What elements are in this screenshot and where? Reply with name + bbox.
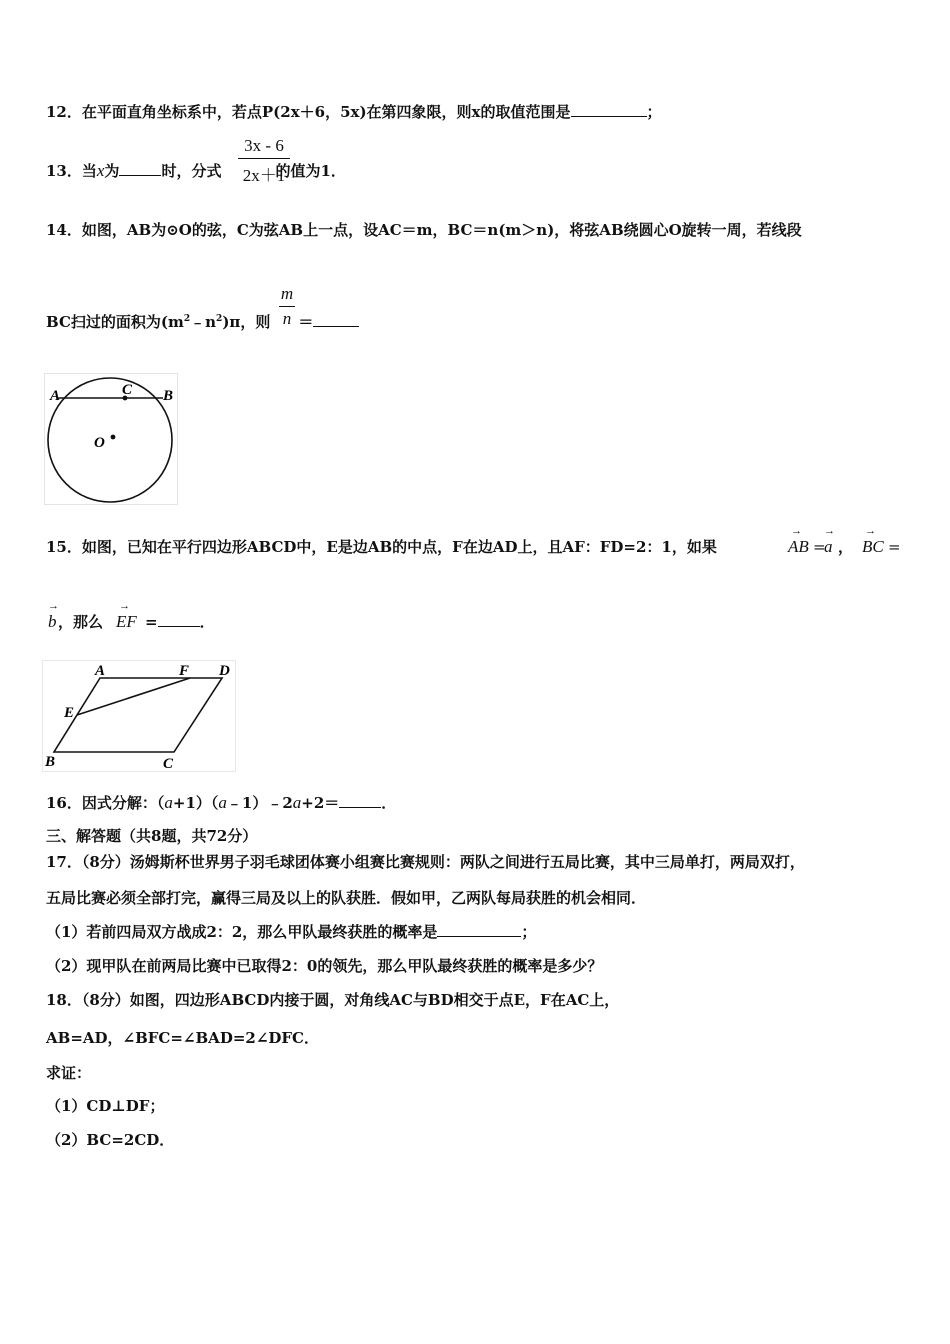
circle bbox=[48, 378, 172, 502]
q12-text: 12．在平面直角坐标系中，若点P(2x＋6，5x)在第四象限，则x的取值范围是 bbox=[46, 103, 571, 121]
question-17-part1: （1）若前四局双方战成2：2，那么甲队最终获胜的概率是 ； bbox=[46, 923, 537, 941]
point-o bbox=[111, 435, 116, 440]
label-c: C bbox=[163, 756, 174, 772]
question-12: 12．在平面直角坐标系中，若点P(2x＋6，5x)在第四象限，则x的取值范围是 ； bbox=[46, 103, 662, 121]
fraction: 3x - 6 2x＋1 bbox=[238, 136, 290, 186]
answer-blank[interactable] bbox=[119, 161, 161, 176]
answer-blank[interactable] bbox=[313, 312, 359, 327]
label-b: B bbox=[45, 754, 56, 770]
vector-a: → a bbox=[824, 525, 835, 556]
vector-ef: → EF bbox=[116, 600, 137, 631]
label-a: A bbox=[50, 388, 61, 404]
vector-ab: → AB bbox=[788, 525, 809, 556]
parallelogram-figure bbox=[42, 660, 236, 772]
vector-b: → b bbox=[48, 600, 59, 631]
question-15-line1: 15．如图，已知在平行四边形ABCD中，E是边AB的中点，F在边AD上，且AF：FD=2：1，如果 bbox=[46, 538, 717, 556]
question-14-line2: BC扫过的面积为$(m^2﹣n^2)\pi$，则 ＝ bbox=[46, 309, 359, 332]
question-18-line2: AB=AD，∠BFC=∠BAD=2∠DFC． bbox=[46, 1029, 319, 1047]
question-14-line1: 14．如图，AB为⊙O的弦，C为弦AB上一点，设AC＝m，BC＝n(m＞n)，将弦AB绕圆心O旋转一周，若线段 bbox=[46, 221, 802, 239]
question-18-part1: （1）CD⊥DF； bbox=[46, 1097, 165, 1115]
question-16: 16．因式分解：（a+1）（a﹣1）﹣2a+2＝ ． bbox=[46, 793, 397, 812]
label-d: D bbox=[219, 663, 230, 679]
segment-ef bbox=[77, 678, 190, 715]
vector-bc: → BC bbox=[862, 525, 884, 556]
section-heading: 三、解答题（共8题，共72分） bbox=[46, 827, 258, 845]
question-18-part2: （2）BC=2CD． bbox=[46, 1131, 175, 1149]
label-e: E bbox=[64, 705, 75, 721]
fraction-m-over-n: m n bbox=[280, 284, 294, 328]
question-18-line1: 18．（8分）如图，四边形ABCD内接于圆，对角线AC与BD相交于点E，F在AC上， bbox=[46, 991, 620, 1009]
circle-chord-figure bbox=[44, 373, 178, 505]
answer-blank[interactable] bbox=[158, 612, 200, 627]
label-a: A bbox=[95, 663, 106, 679]
answer-blank[interactable] bbox=[571, 102, 647, 117]
prove-heading: 求证： bbox=[46, 1064, 92, 1082]
question-13: 13．当x为 时，分式 的值为1． bbox=[46, 161, 346, 180]
label-f: F bbox=[179, 663, 190, 679]
answer-blank[interactable] bbox=[339, 793, 381, 808]
label-o: O bbox=[94, 435, 105, 451]
question-17-line1: 17．（8分）汤姆斯杯世界男子羽毛球团体赛小组赛比赛规则：两队之间进行五局比赛，其中三局单打，两局双打， bbox=[46, 853, 805, 871]
question-17-line2: 五局比赛必须全部打完，赢得三局及以上的队获胜．假如甲，乙两队每局获胜的机会相同． bbox=[46, 889, 647, 907]
question-17-part2: （2）现甲队在前两局比赛中已取得2：0的领先，那么甲队最终获胜的概率是多少？ bbox=[46, 957, 603, 975]
label-b: B bbox=[163, 388, 174, 404]
label-c: C bbox=[122, 382, 133, 398]
answer-blank[interactable] bbox=[437, 922, 521, 937]
